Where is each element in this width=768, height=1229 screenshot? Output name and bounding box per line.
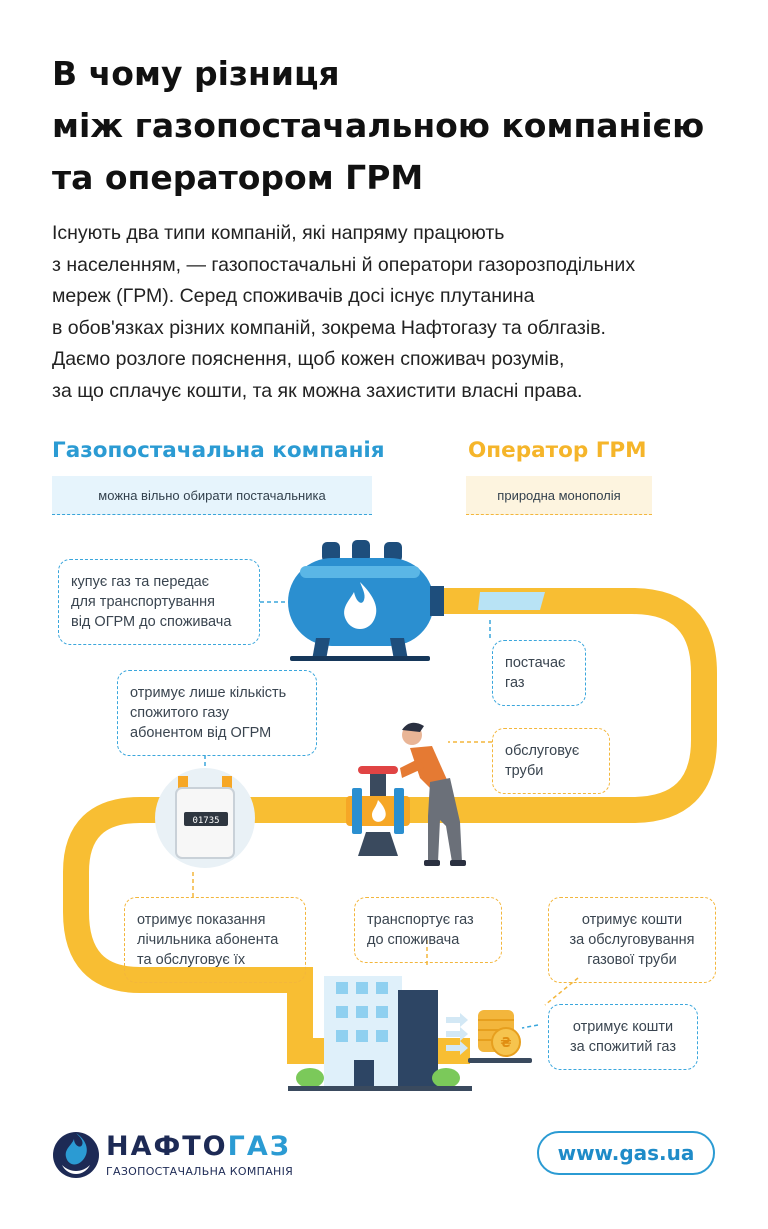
naftogaz-logo bbox=[52, 1127, 312, 1187]
gas-tank-icon bbox=[288, 540, 444, 661]
info-box-receives-amount: отримує лише кількість спожитого газу абонентом від ОГРМ bbox=[117, 670, 317, 756]
info-box-pipe-payment: отримує кошти за обслуговування газової труби bbox=[548, 897, 716, 983]
flow-arrows-icon bbox=[446, 1013, 468, 1055]
info-box-services-pipes: обслуговує труби bbox=[492, 728, 610, 794]
info-box-supplies-gas: постачає газ bbox=[492, 640, 586, 706]
operator-heading: Оператор ГРМ bbox=[468, 438, 647, 463]
website-link[interactable]: www.gas.ua bbox=[537, 1131, 715, 1175]
intro-line: Існують два типи компаній, які напряму працюють bbox=[52, 222, 505, 244]
intro-line: Даємо розлоге пояснення, щоб кожен споживач розумів, bbox=[52, 348, 565, 370]
info-box-gas-payment: отримує кошти за спожитий газ bbox=[548, 1004, 698, 1070]
supplier-tag: можна вільно обирати постачальника bbox=[52, 476, 372, 515]
page-title bbox=[52, 48, 732, 204]
intro-line: мереж (ГРМ). Серед споживачів досі існує плутанина bbox=[52, 285, 535, 307]
svg-text:₴: ₴ bbox=[500, 1036, 512, 1051]
info-box-transports-gas: транспортує газ до споживача bbox=[354, 897, 502, 963]
title-line: між газопостачальною компанією bbox=[52, 106, 705, 145]
pipe-highlight bbox=[478, 592, 545, 610]
gas-meter-icon bbox=[155, 768, 255, 868]
naftogaz-emblem-icon bbox=[52, 1129, 100, 1181]
supplier-heading: Газопостачальна компанія bbox=[52, 438, 385, 463]
building-icon bbox=[288, 976, 472, 1091]
title-line: та оператором ГРМ bbox=[52, 158, 424, 197]
brand-subtitle: ГАЗОПОСТАЧАЛЬНА КОМПАНІЯ bbox=[106, 1165, 294, 1178]
intro-paragraph bbox=[52, 218, 732, 407]
intro-line: з населенням, — газопостачальні й оператори газорозподільних bbox=[52, 253, 636, 276]
intro-line: за що сплачує кошти, та як можна захистити власні права. bbox=[52, 379, 583, 402]
info-box-buys-gas: купує газ та передає для транспортування від ОГРМ до споживача bbox=[58, 559, 260, 645]
valve-icon bbox=[346, 766, 410, 856]
title-line: В чому різниця bbox=[52, 54, 340, 93]
brand-name: НАФТОГАЗ bbox=[106, 1131, 291, 1162]
operator-tag: природна монополія bbox=[466, 476, 652, 515]
intro-line: в обов'язках різних компаній, зокрема Нафтогазу та облгазів. bbox=[52, 316, 606, 339]
info-box-meter-readings: отримує показання лічильника абонента та обслуговує їх bbox=[124, 897, 306, 983]
worker-icon bbox=[400, 723, 466, 866]
coins-icon bbox=[468, 1010, 532, 1063]
meter-digits: 01735 bbox=[192, 816, 220, 826]
